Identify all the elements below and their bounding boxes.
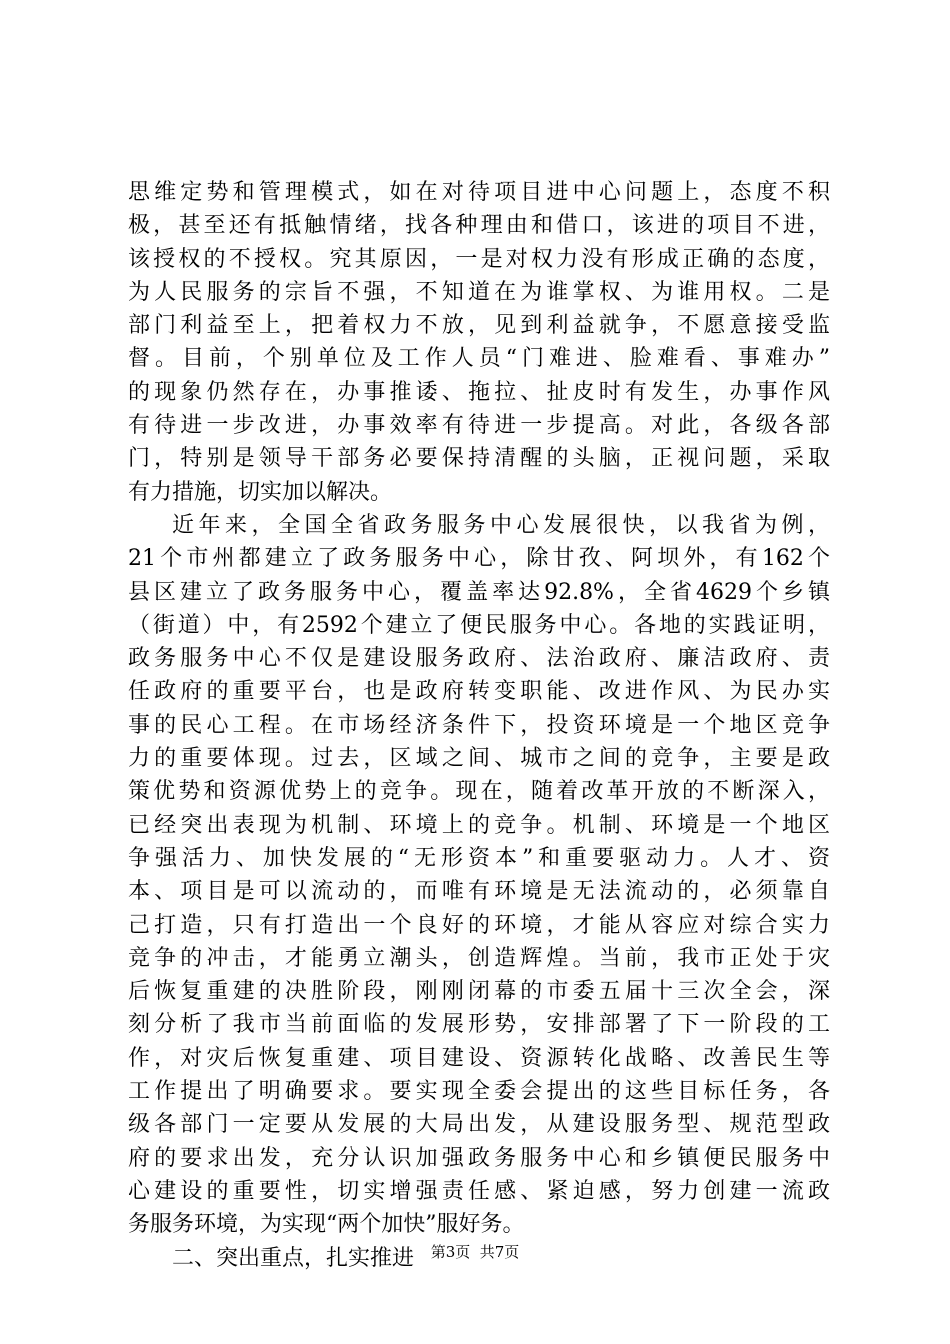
text-line: 政务服务中心不仅是建设服务政府、法治政府、廉洁政府、责 [128,646,830,672]
text-line: 争强活力、加快发展的“无形资本”和重要驱动力。人才、资 [128,845,830,871]
text-line: 工作提出了明确要求。要实现全委会提出的这些目标任务，各 [128,1079,830,1105]
text-line: 该授权的不授权。究其原因，一是对权力没有形成正确的态度， [128,246,830,272]
text-line: 力的重要体现。过去，区域之间、城市之间的竞争，主要是政 [128,746,830,772]
text-line: 后恢复重建的决胜阶段，刚刚闭幕的市委五届十三次全会，深 [128,979,830,1005]
text-line: 部门利益至上，把着权力不放，见到利益就争，不愿意接受监 [128,313,830,339]
text-line: 务服务环境，为实现“两个加快”服好务。 [128,1212,525,1238]
text-line: 府的要求出发，充分认识加强政务服务中心和乡镇便民服务中 [128,1145,830,1171]
document-body [128,176,830,1275]
text-line: （街道）中，有2592个建立了便民服务中心。各地的实践证明， [128,612,830,638]
text-line: 作，对灾后恢复重建、项目建设、资源转化战略、改善民生等 [128,1045,830,1071]
text-line: 事的民心工程。在市场经济条件下，投资环境是一个地区竞争 [128,712,830,738]
paragraph-2 [128,509,830,1242]
text-line: 级各部门一定要从发展的大局出发，从建设服务型、规范型政 [128,1112,830,1138]
text-line: 竞争的冲击，才能勇立潮头，创造辉煌。当前，我市正处于灾 [128,945,830,971]
text-line: 督。目前，个别单位及工作人员“门难进、脸难看、事难办” [128,346,830,372]
section-heading: 二、突出重点，扎实推进 [172,1245,415,1271]
text-line: 任政府的重要平台，也是政府转变职能、改进作风、为民办实 [128,679,830,705]
text-line: 思维定势和管理模式，如在对待项目进中心问题上，态度不积 [128,180,830,205]
text-line: 有力措施，切实加以解决。 [128,479,393,505]
text-line: 己打造，只有打造出一个良好的环境，才能从容应对综合实力 [128,912,830,938]
text-line: 极，甚至还有抵触情绪，找各种理由和借口，该进的项目不进， [128,213,830,239]
text-line: 有待进一步改进，办事效率有待进一步提高。对此，各级各部 [128,413,830,439]
text-line: 策优势和资源优势上的竞争。现在，随着改革开放的不断深入， [128,779,830,805]
text-line: 刻分析了我市当前面临的发展形势，安排部署了下一阶段的工 [128,1012,830,1038]
text-line: 的现象仍然存在，办事推诿、拖拉、扯皮时有发生，办事作风 [128,379,830,405]
text-line: 心建设的重要性，切实增强责任感、紧迫感，努力创建一流政 [128,1178,830,1204]
text-line: 已经突出表现为机制、环境上的竞争。机制、环境是一个地区 [128,812,830,838]
text-line: 为人民服务的宗旨不强，不知道在为谁掌权、为谁用权。二是 [128,279,830,305]
paragraph-1 [128,176,830,509]
text-line: 县区建立了政务服务中心，覆盖率达92.8%，全省4629个乡镇 [128,579,830,605]
page-number: 第3页 共7页 [430,1243,520,1261]
text-line: 本、项目是可以流动的，而唯有环境是无法流动的，必须靠自 [128,879,830,905]
text-line: 近年来，全国全省政务服务中心发展很快，以我省为例， [172,512,830,538]
text-line: 门，特别是领导干部务必要保持清醒的头脑，正视问题，采取 [128,446,830,472]
text-line: 21个市州都建立了政务服务中心，除甘孜、阿坝外，有162个 [128,546,830,572]
